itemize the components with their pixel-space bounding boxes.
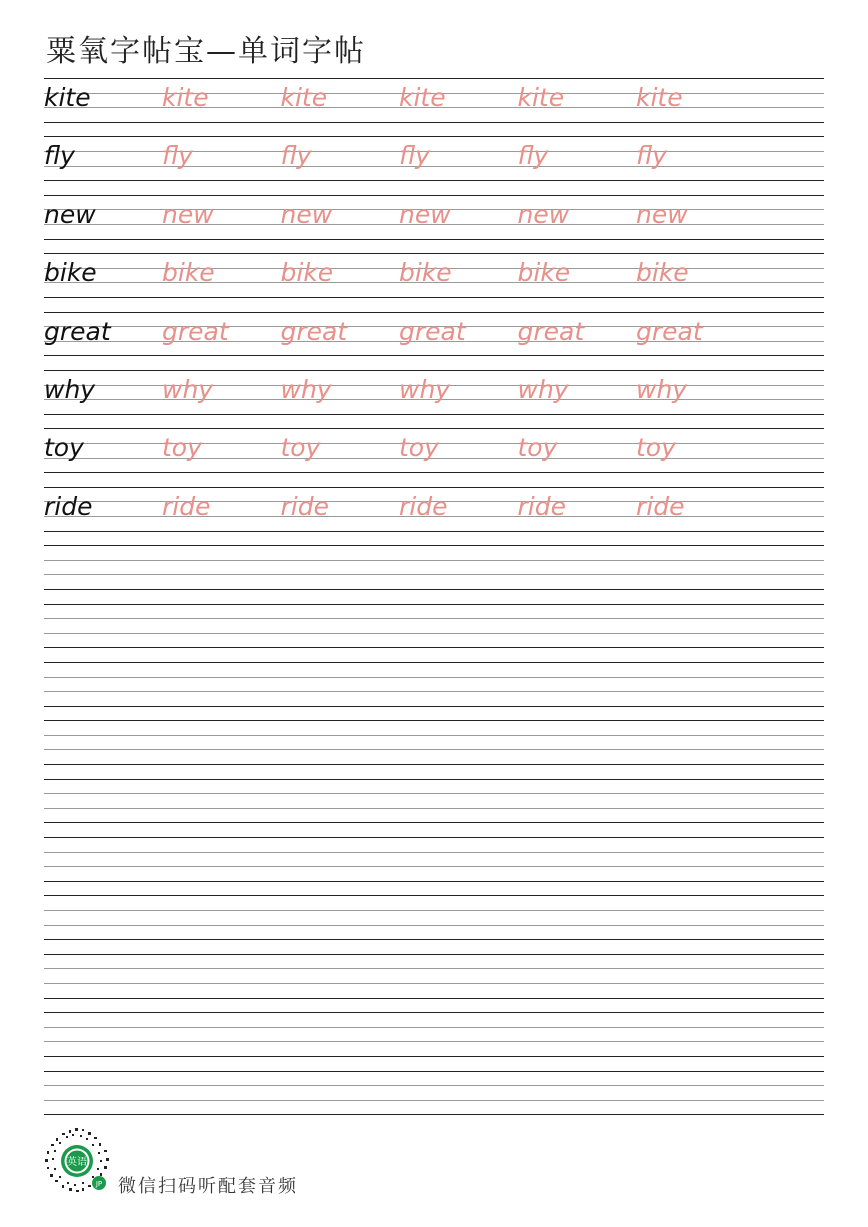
blank-practice-row [44,954,824,1012]
ruled-line [44,370,824,371]
trace-word: great [517,316,585,346]
qr-badge-label: 英语 [67,1157,87,1168]
ruled-line [44,78,824,79]
model-word: bike [44,258,97,288]
ruled-line [44,239,824,240]
ruled-line [44,604,824,605]
ruled-line [44,895,824,896]
trace-word: bike [517,258,571,288]
ruled-line [44,1085,824,1086]
trace-word: great [636,316,703,346]
ruled-line [44,166,824,167]
model-word: why [44,374,96,404]
ruled-line [44,662,824,663]
ruled-line [44,1100,824,1101]
word-row [44,428,824,486]
trace-word: why [162,374,214,404]
ruled-line [44,312,824,313]
trace-word: bike [399,258,452,288]
ruled-line [44,779,824,780]
ruled-line [44,822,824,823]
ruled-line [44,180,824,181]
ruled-line [44,735,824,736]
trace-word: ride [399,491,448,521]
trace-word: toy [636,433,676,463]
trace-word: fly [636,141,667,171]
ruled-line [44,633,824,634]
trace-word: fly [517,141,549,171]
ruled-line [44,195,824,196]
word-row [44,78,824,136]
ruled-line [44,1012,824,1013]
blank-practice-row [44,1012,824,1070]
trace-word: new [636,199,688,229]
ruled-line [44,428,824,429]
qr-small-badge: JP [95,1180,103,1188]
trace-word: kite [517,83,565,112]
trace-word: fly [162,141,193,171]
ruled-line [44,720,824,721]
scan-instruction: 微信扫码听配套音频 [118,1176,298,1197]
blank-practice-row [44,895,824,953]
ruled-line [44,355,824,356]
blank-practice-row [44,545,824,603]
ruled-line [44,618,824,619]
trace-word: ride [517,491,566,521]
ruled-line [44,852,824,853]
trace-word: ride [636,491,685,521]
trace-word: fly [399,141,430,171]
trace-word: kite [399,83,446,112]
ruled-line [44,998,824,999]
trace-word: why [636,374,688,404]
ruled-line [44,1041,824,1042]
blank-practice-row [44,662,824,720]
blank-practice-row [44,779,824,837]
model-word: fly [44,141,75,171]
qr-code-icon[interactable] [42,1126,112,1196]
trace-word: bike [280,258,334,288]
blank-practice-row [44,837,824,895]
ruled-line [44,472,824,473]
ruled-line [44,560,824,561]
model-word: new [44,199,96,229]
word-row [44,312,824,370]
ruled-line [44,151,824,152]
ruled-line [44,749,824,750]
model-word: great [44,316,111,346]
ruled-line [44,677,824,678]
ruled-line [44,925,824,926]
trace-word: kite [162,83,209,112]
model-word: toy [44,433,84,463]
trace-word: why [280,374,332,404]
trace-word: why [517,374,569,404]
ruled-line [44,866,824,867]
trace-word: new [517,199,570,229]
ruled-line [44,691,824,692]
trace-word: new [280,199,333,229]
trace-word: kite [636,83,683,112]
trace-word: ride [280,491,329,521]
ruled-line [44,837,824,838]
trace-word: great [399,316,466,346]
ruled-line [44,136,824,137]
word-row [44,370,824,428]
ruled-line [44,589,824,590]
trace-word: great [162,316,229,346]
blank-practice-row [44,720,824,778]
trace-word: new [162,199,214,229]
ruled-line [44,253,824,254]
trace-word: toy [399,433,439,463]
ruled-line [44,881,824,882]
model-word: kite [44,83,91,112]
ruled-line [44,954,824,955]
ruled-line [44,297,824,298]
word-row [44,487,824,545]
ruled-line [44,574,824,575]
ruled-line [44,793,824,794]
ruled-line [44,764,824,765]
ruled-line [44,983,824,984]
ruled-line [44,968,824,969]
trace-word: new [399,199,451,229]
trace-word: great [280,316,348,346]
trace-word: toy [280,433,321,463]
trace-word: kite [280,83,328,112]
trace-word: toy [162,433,202,463]
ruled-line [44,706,824,707]
ruled-line [44,808,824,809]
ruled-line [44,122,824,123]
handwriting-sheet [44,78,824,1129]
ruled-line [44,1056,824,1057]
ruled-line [44,545,824,546]
trace-word: fly [280,141,312,171]
ruled-line [44,414,824,415]
trace-word: why [399,374,451,404]
word-row [44,253,824,311]
model-word: ride [44,491,93,521]
ruled-line [44,487,824,488]
ruled-line [44,531,824,532]
word-row [44,136,824,194]
blank-practice-row [44,604,824,662]
trace-word: bike [636,258,689,288]
blank-practice-row [44,1071,824,1129]
ruled-line [44,1071,824,1072]
page-title: 粟氧字帖宝—单词字帖 [46,34,366,69]
trace-word: ride [162,491,211,521]
ruled-line [44,647,824,648]
ruled-line [44,939,824,940]
trace-word: toy [517,433,558,463]
footer [42,1126,442,1206]
ruled-line [44,1027,824,1028]
trace-word: bike [162,258,215,288]
ruled-line [44,1114,824,1115]
word-row [44,195,824,253]
ruled-line [44,910,824,911]
